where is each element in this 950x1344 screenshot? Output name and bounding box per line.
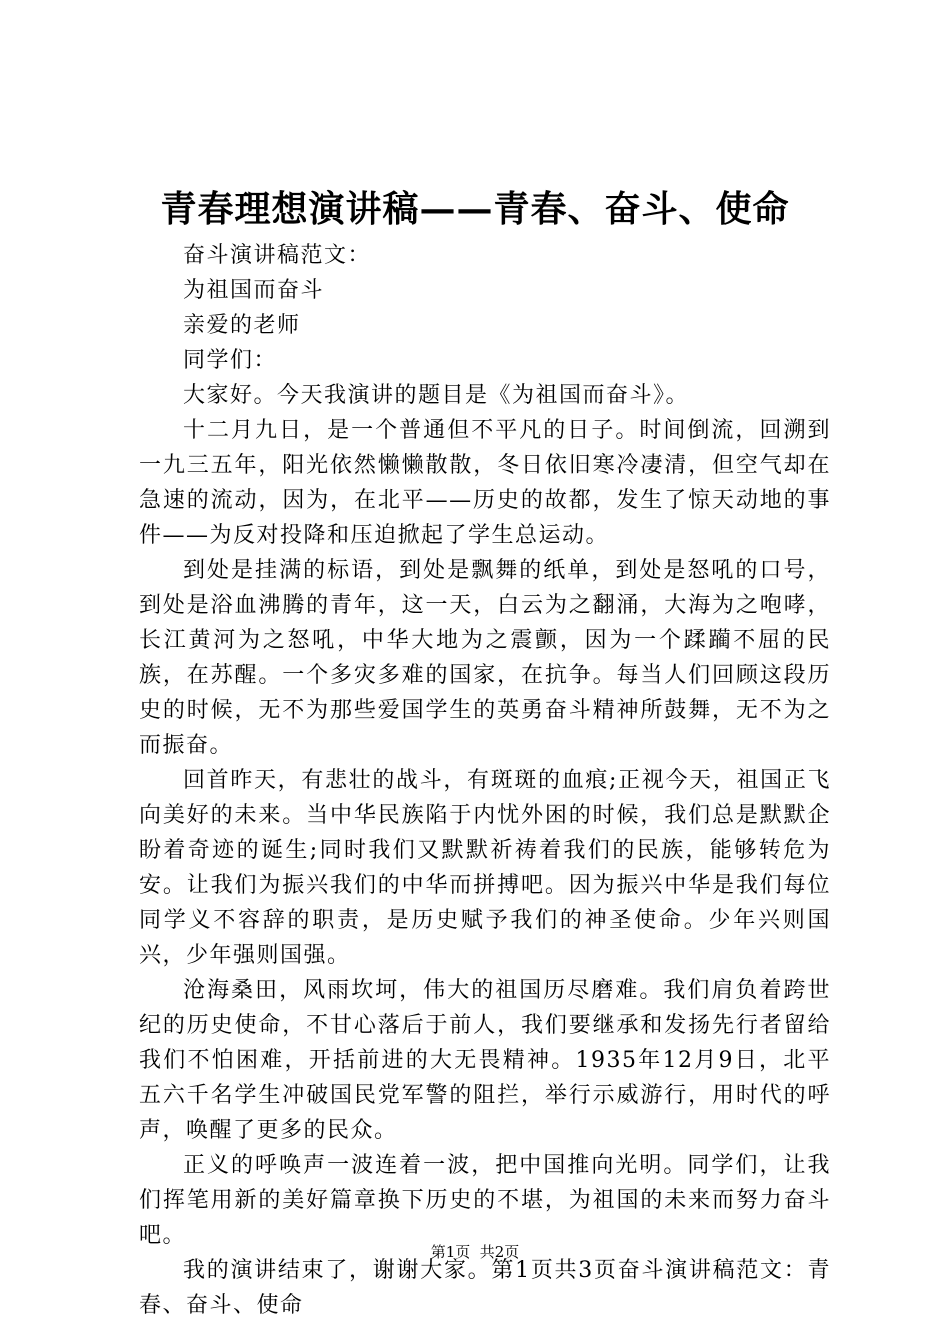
paragraph-salutation-students: 同学们： <box>183 348 278 373</box>
paragraph-closing: 我的演讲结束了，谢谢大家。第1页共3页奋斗演讲稿范文：青春、奋斗、使命 <box>139 1258 831 1318</box>
paragraph-category: 奋斗演讲稿范文： <box>183 243 372 268</box>
paragraph-salutation-teachers: 亲爱的老师 <box>183 313 301 338</box>
paragraph-body: 回首昨天，有悲壮的战斗，有斑斑的血痕;正视今天，祖国正飞向美好的未来。当中华民族陷于内忧外困的时候，我们总是默默企盼着奇迹的诞生;同时我们又默默祈祷着我们的民族，能够转危为安。让我们为振兴我们的中华而拼搏吧。因为振兴中华是我们每位同学义不容辞的职责，是历史赋予我们的神圣使命。少年兴则国兴，少年强则国强。 <box>139 768 831 968</box>
page-number: 第1页 共2页 <box>430 1243 520 1261</box>
paragraph-speech-title: 为祖国而奋斗 <box>183 278 325 303</box>
paragraph-body: 十二月九日，是一个普通但不平凡的日子。时间倒流，回溯到一九三五年，阳光依然懒懒散散，冬日依旧寒冷凄清，但空气却在急速的流动，因为，在北平——历史的故都，发生了惊天动地的事件——为反对投降和压迫掀起了学生总运动。 <box>139 418 831 548</box>
document-title: 青春理想演讲稿——青春、奋斗、使命 <box>160 188 790 230</box>
paragraph-greeting: 大家好。今天我演讲的题目是《为祖国而奋斗》。 <box>183 383 690 408</box>
page-footer <box>0 1242 950 1262</box>
document-body <box>139 238 831 1323</box>
paragraph-body: 沧海桑田，风雨坎坷，伟大的祖国历尽磨难。我们肩负着跨世纪的历史使命，不甘心落后于前人，我们要继承和发扬先行者留给我们不怕困难，开括前进的大无畏精神。1935年12月9日，北平五六千名学生冲破国民党军警的阻拦，举行示威游行，用时代的呼声，唤醒了更多的民众。 <box>139 978 831 1143</box>
paragraph-body: 正义的呼唤声一波连着一波，把中国推向光明。同学们，让我们挥笔用新的美好篇章换下历史的不堪，为祖国的未来而努力奋斗吧。 <box>139 1153 831 1248</box>
paragraph-body: 到处是挂满的标语，到处是飘舞的纸单，到处是怒吼的口号，到处是浴血沸腾的青年，这一天，白云为之翻涌，大海为之咆哮，长江黄河为之怒吼，中华大地为之震颤，因为一个蹂躏不屈的民族，在苏醒。一个多灾多难的国家，在抗争。每当人们回顾这段历史的时候，无不为那些爱国学生的英勇奋斗精神所鼓舞，无不为之而振奋。 <box>139 558 831 758</box>
